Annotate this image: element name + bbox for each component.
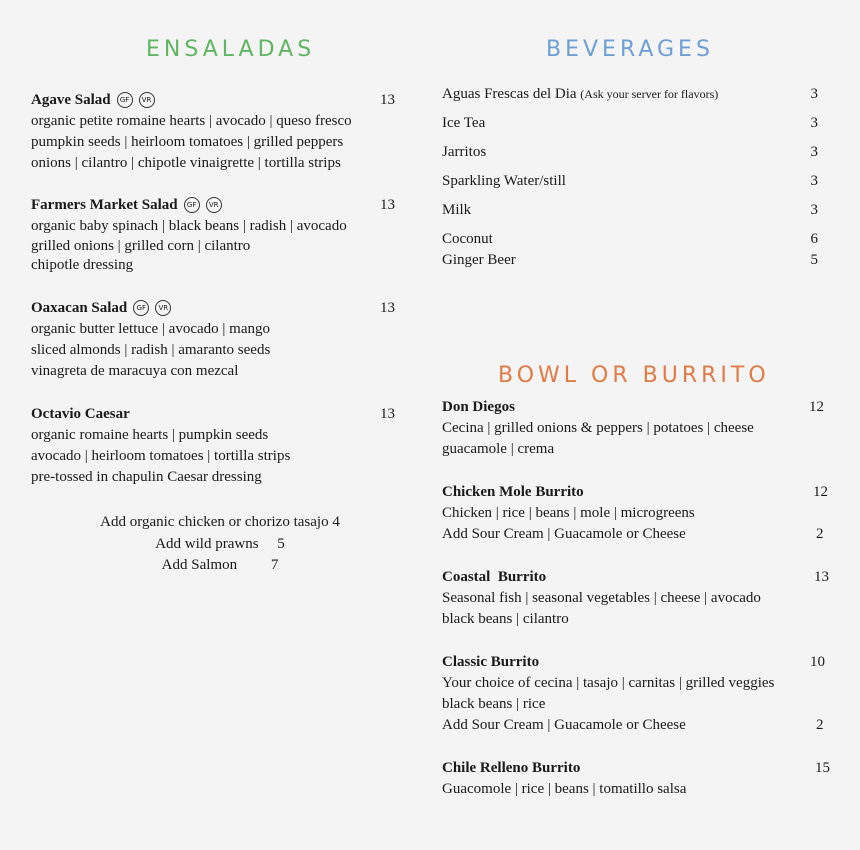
item-name: Chile Relleno Burrito	[442, 760, 581, 776]
vr-badge-icon: VR	[139, 92, 155, 108]
beverage-name: Milk	[442, 202, 472, 218]
item-description-line: Cecina | grilled onions & peppers | potatoes | cheese	[442, 420, 754, 436]
menu-item-coastal-burrito	[442, 567, 829, 630]
beverage-aguas-frescas	[442, 86, 818, 106]
item-description-line: organic butter lettuce | avocado | mango	[31, 321, 270, 337]
bowl-or-burrito-heading: BOWL OR BURRITO	[498, 363, 770, 388]
gf-badge-icon: GF	[117, 92, 133, 108]
item-description-line: onions | cilantro | chipotle vinaigrette | tortilla strips	[31, 155, 341, 171]
beverage-milk	[442, 202, 818, 222]
beverage-price: 3	[810, 173, 818, 189]
beverage-ginger-beer	[442, 252, 818, 272]
item-price: 15	[815, 760, 830, 776]
beverage-ice-tea	[442, 115, 818, 135]
item-name: Octavio Caesar	[31, 406, 130, 422]
item-description-line: pre-tossed in chapulin Caesar dressing	[31, 469, 262, 485]
item-addon-line	[442, 715, 826, 736]
beverage-price: 3	[810, 115, 818, 131]
beverage-price: 3	[810, 86, 818, 102]
item-name: Chicken Mole Burrito	[442, 484, 584, 500]
beverage-name: Aguas Frescas del Dia	[442, 86, 577, 102]
item-price: 13	[380, 92, 395, 108]
beverage-name: Coconut	[442, 231, 493, 247]
menu-item-oaxacan-salad	[31, 298, 395, 382]
menu-item-classic-burrito	[442, 652, 826, 736]
gf-badge-icon: GF	[184, 197, 200, 213]
item-price: 13	[380, 197, 395, 213]
addon-price: 2	[816, 526, 824, 542]
ensaladas-heading: ENSALADAS	[146, 37, 316, 62]
item-description-line: organic baby spinach | black beans | radish | avocado	[31, 218, 347, 234]
item-description-line: Your choice of cecina | tasajo | carnitas | grilled veggies	[442, 675, 775, 691]
item-description-line: black beans | rice	[442, 696, 546, 712]
addon-wild-prawns: Add wild prawns 5	[155, 535, 285, 552]
item-price: 10	[810, 654, 825, 670]
item-description-line: Seasonal fish | seasonal vegetables | cheese | avocado	[442, 590, 761, 606]
item-price: 13	[380, 300, 395, 316]
item-price: 13	[814, 569, 829, 585]
beverage-price: 3	[810, 144, 818, 160]
menu-item-don-diegos	[442, 397, 826, 460]
beverage-coconut	[442, 231, 818, 251]
addon-price: 2	[816, 717, 824, 733]
vr-badge-icon: VR	[206, 197, 222, 213]
item-description-line: sliced almonds | radish | amaranto seeds	[31, 342, 271, 358]
item-price: 12	[809, 399, 824, 415]
item-description-line: chipotle dressing	[31, 257, 134, 273]
item-description-line: vinagreta de maracuya con mezcal	[31, 363, 239, 379]
item-price: 12	[813, 484, 828, 500]
menu-item-agave-salad	[31, 90, 395, 174]
addon-text: Add Sour Cream | Guacamole or Cheese	[442, 526, 686, 542]
beverage-name: Ginger Beer	[442, 252, 516, 268]
addon-salmon: Add Salmon 7	[161, 557, 279, 573]
salad-addons	[40, 512, 400, 577]
menu-item-chile-relleno-burrito	[442, 758, 830, 800]
item-description-line: Guacomole | rice | beans | tomatillo salsa	[442, 781, 687, 797]
menu-item-octavio-caesar	[31, 404, 395, 488]
item-description-line: Chicken | rice | beans | mole | microgreens	[442, 505, 695, 521]
addon-chicken-chorizo: Add organic chicken or chorizo tasajo 4	[100, 514, 340, 530]
beverage-price: 5	[810, 252, 818, 268]
vr-badge-icon: VR	[155, 300, 171, 316]
item-name: Agave Salad	[31, 92, 111, 108]
beverage-name: Ice Tea	[442, 115, 486, 131]
beverage-price: 3	[810, 202, 818, 218]
item-name: Classic Burrito	[442, 654, 540, 670]
item-name: Oaxacan Salad	[31, 300, 128, 316]
beverages-heading: BEVERAGES	[546, 37, 714, 62]
menu-item-farmers-market-salad	[31, 196, 395, 276]
item-description-line: avocado | heirloom tomatoes | tortilla strips	[31, 448, 291, 464]
item-description-line: black beans | cilantro	[442, 611, 569, 627]
item-description-line: grilled onions | grilled corn | cilantro	[31, 237, 251, 254]
item-description-line: organic romaine hearts | pumpkin seeds	[31, 427, 269, 443]
item-price: 13	[380, 406, 395, 422]
item-name: Don Diegos	[442, 399, 515, 415]
beverage-name: Jarritos	[442, 144, 487, 160]
beverage-sparkling-water	[442, 173, 818, 193]
item-addon-line	[442, 524, 826, 545]
gf-badge-icon: GF	[133, 300, 149, 316]
item-description-line: pumpkin seeds | heirloom tomatoes | grilled peppers	[31, 134, 344, 150]
beverage-name: Sparkling Water/still	[442, 173, 566, 189]
item-description-line: guacamole | crema	[442, 441, 555, 457]
addon-text: Add Sour Cream | Guacamole or Cheese	[442, 717, 686, 733]
item-description-line: organic petite romaine hearts | avocado | queso fresco	[31, 113, 352, 129]
beverage-note: (Ask your server for flavors)	[580, 87, 719, 101]
item-name: Coastal Burrito	[442, 569, 547, 585]
item-name: Farmers Market Salad	[31, 197, 178, 213]
beverage-price: 6	[810, 231, 818, 247]
menu-item-chicken-mole-burrito	[442, 482, 826, 545]
beverage-jarritos	[442, 144, 818, 164]
